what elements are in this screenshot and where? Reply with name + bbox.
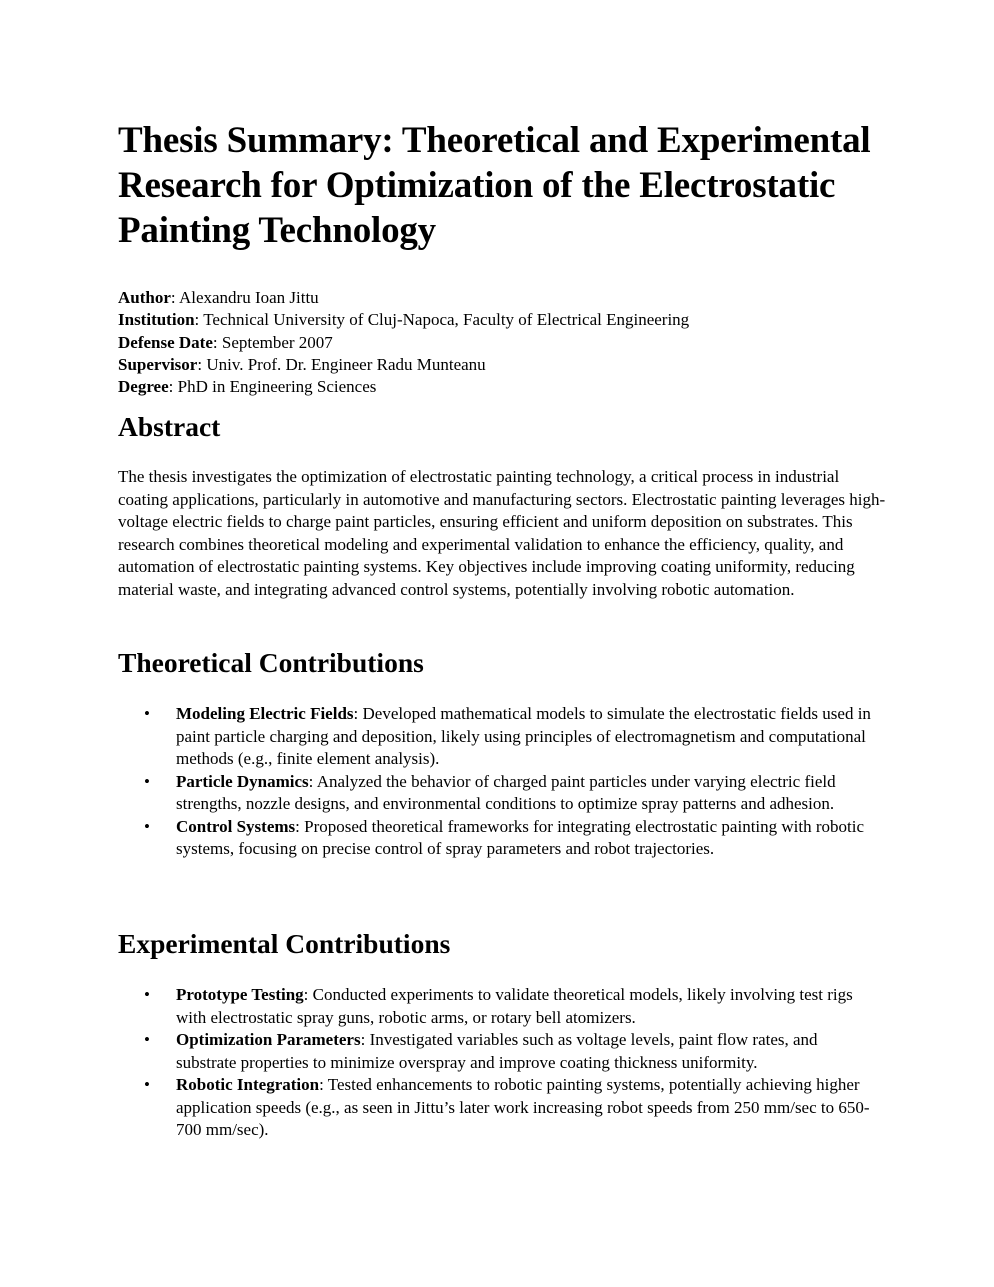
bullet-icon: • — [144, 985, 150, 1004]
experimental-heading: Experimental Contributions — [118, 928, 451, 959]
list-item — [118, 703, 876, 771]
meta-value: : Technical University of Cluj-Napoca, Faculty of Electrical Engineering — [194, 310, 690, 330]
item-term: Optimization Parameters — [176, 1030, 361, 1049]
meta-label: Institution — [118, 310, 195, 330]
item-text: : Analyzed the behavior of charged paint particles under varying electric field strengths, nozzle designs, and environmental conditions to optimize spray patterns and adhesion. — [176, 771, 836, 813]
abstract-text: The thesis investigates the optimization of electrostatic painting technology, a critical process in industrial coating applications, particularly in automotive and manufacturing sectors. Electrostatic painting leverages high-voltage electric fields to charge paint particles, ensuring efficient and uniform deposition on substrates. This research combines theoretical modeling and experimental validation to enhance the efficiency, quality, and automation of electrostatic painting systems. Key objectives include improving coating uniformity, reducing material waste, and integrating advanced control systems, potentially involving robotic automation. — [118, 467, 886, 599]
bullet-icon: • — [144, 816, 150, 836]
meta-value: : September 2007 — [212, 332, 333, 352]
list-item — [118, 984, 876, 1029]
meta-label: Author — [118, 288, 171, 307]
item-text: : Tested enhancements to robotic painting systems, potentially achieving higher application speeds (e.g., as seen in Jittu’s later work increasing robot speeds from 250 mm/sec to 650-700 mm/sec). — [176, 1075, 870, 1139]
meta-supervisor — [118, 354, 689, 376]
thesis-metadata — [118, 287, 689, 398]
meta-label: Supervisor — [118, 354, 198, 374]
experimental-list — [118, 984, 888, 1142]
meta-value: : Univ. Prof. Dr. Engineer Radu Munteanu — [197, 354, 486, 374]
list-item — [118, 771, 876, 816]
meta-label: Degree — [118, 377, 169, 397]
list-item — [118, 1074, 876, 1142]
meta-label: Defense Date — [118, 332, 213, 352]
item-term: Prototype Testing — [176, 985, 304, 1004]
item-text: : Developed mathematical models to simulate the electrostatic fields used in paint particle charging and deposition, likely using principles of electromagnetism and computational methods (e.g., finite element analysis). — [176, 704, 871, 768]
item-term: Robotic Integration — [176, 1075, 320, 1094]
document-title: Thesis Summary: Theoretical and Experimental Research for Optimization of the Electrostatic Painting Technology — [118, 120, 871, 251]
abstract-heading: Abstract — [118, 411, 221, 442]
bullet-icon: • — [144, 1030, 150, 1049]
bullet-icon: • — [144, 1075, 150, 1094]
bullet-icon: • — [144, 771, 150, 791]
meta-degree — [118, 376, 689, 398]
item-text: : Proposed theoretical frameworks for integrating electrostatic painting with robotic systems, focusing on precise control of spray parameters and robot trajectories. — [176, 816, 865, 858]
meta-defense-date — [118, 332, 689, 354]
meta-value: : PhD in Engineering Sciences — [168, 377, 377, 397]
theoretical-heading: Theoretical Contributions — [118, 647, 424, 678]
meta-author — [118, 287, 689, 309]
item-term: Particle Dynamics — [176, 771, 309, 791]
list-item — [118, 816, 876, 861]
item-term: Modeling Electric Fields — [176, 704, 354, 723]
theoretical-list — [118, 703, 888, 861]
item-term: Control Systems — [176, 816, 296, 836]
list-item — [118, 1029, 876, 1074]
meta-value: : Alexandru Ioan Jittu — [170, 288, 319, 307]
item-text: : Conducted experiments to validate theoretical models, likely involving test rigs with electrostatic spray guns, robotic arms, or rotary bell atomizers. — [176, 985, 853, 1027]
item-text: : Investigated variables such as voltage levels, paint flow rates, and substrate properties to minimize overspray and improve coating thickness uniformity. — [176, 1030, 818, 1072]
meta-institution — [118, 309, 689, 331]
bullet-icon: • — [144, 704, 150, 723]
